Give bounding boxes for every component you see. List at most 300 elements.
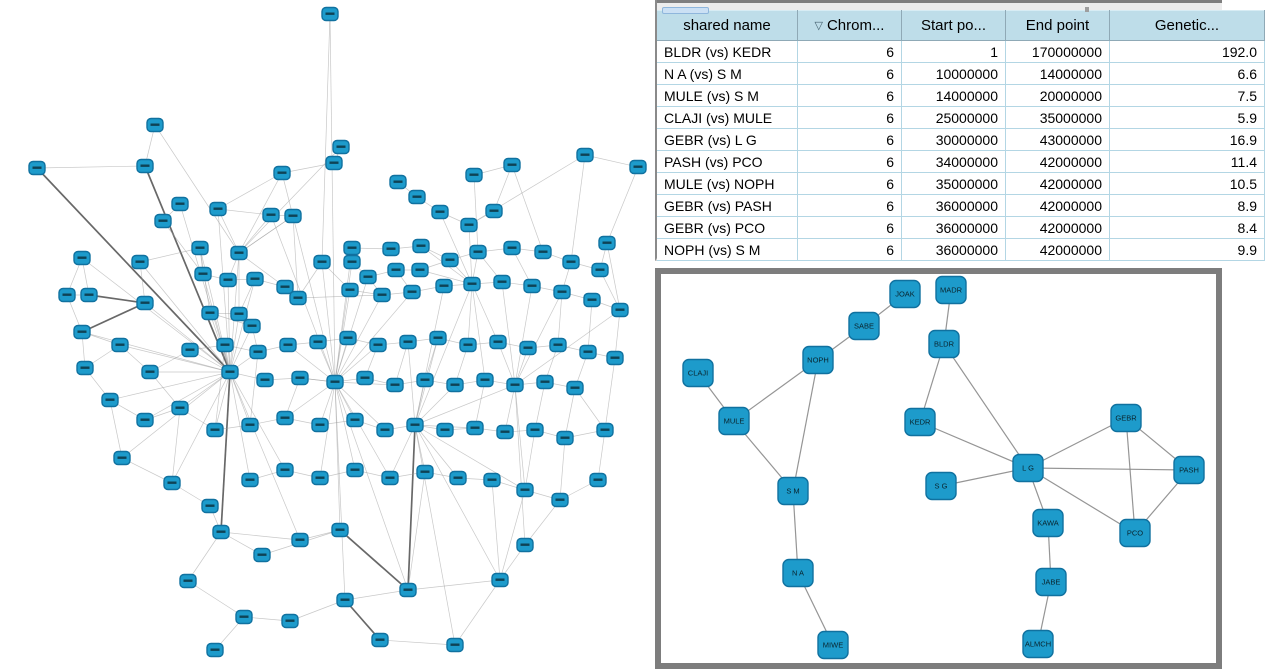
node-label-smudge (351, 469, 360, 471)
network-node[interactable] (147, 119, 163, 132)
network-node[interactable] (387, 379, 403, 392)
node-label-smudge (581, 154, 590, 156)
network-node[interactable] (580, 346, 596, 359)
network-node[interactable] (552, 494, 568, 507)
network-node[interactable] (310, 336, 326, 349)
network-edge[interactable] (408, 580, 500, 590)
network-node[interactable] (155, 215, 171, 228)
network-node[interactable] (460, 339, 476, 352)
network-node-mule[interactable] (719, 408, 749, 435)
network-node[interactable] (327, 376, 343, 389)
node-label-smudge (314, 341, 323, 343)
network-edge[interactable] (793, 360, 818, 491)
node-label-smudge (468, 283, 477, 285)
network-node[interactable] (447, 639, 463, 652)
network-node[interactable] (192, 242, 208, 255)
network-node[interactable] (520, 342, 536, 355)
node-label-smudge (387, 248, 396, 250)
node-label: KEDR (909, 417, 931, 427)
network-node-s-m[interactable] (778, 478, 808, 505)
network-node[interactable] (504, 242, 520, 255)
attribute-table-body (657, 41, 1265, 261)
network-edge[interactable] (492, 480, 500, 580)
network-edge[interactable] (500, 490, 525, 580)
network-node[interactable] (417, 466, 433, 479)
network-node[interactable] (164, 477, 180, 490)
node-label-smudge (392, 269, 401, 271)
network-node[interactable] (137, 414, 153, 427)
network-node[interactable] (337, 594, 353, 607)
network-edge[interactable] (607, 167, 638, 243)
node-label-smudge (571, 387, 580, 389)
cell-shared-name: BLDR (vs) KEDR (657, 41, 798, 63)
network-edge[interactable] (474, 175, 478, 252)
network-edge[interactable] (515, 286, 532, 385)
network-node[interactable] (213, 526, 229, 539)
network-edge[interactable] (188, 532, 221, 581)
cell-value: 9.9 (1110, 239, 1265, 261)
table-horizontal-scrollbar[interactable] (657, 0, 1222, 10)
network-node[interactable] (77, 362, 93, 375)
network-node-kedr[interactable] (905, 409, 935, 436)
network-node[interactable] (180, 575, 196, 588)
network-node[interactable] (344, 242, 360, 255)
network-edge[interactable] (415, 425, 455, 645)
node-label-smudge (224, 279, 233, 281)
scrollbar-track-mark (1085, 7, 1089, 12)
network-node[interactable] (388, 264, 404, 277)
network-node[interactable] (222, 366, 238, 379)
network-node[interactable] (74, 326, 90, 339)
network-node-gebr[interactable] (1111, 405, 1141, 432)
node-label-smudge (184, 580, 193, 582)
table-panel (655, 0, 1257, 261)
network-node[interactable] (102, 394, 118, 407)
node-label-smudge (601, 429, 610, 431)
network-node[interactable] (490, 336, 506, 349)
network-node[interactable] (314, 256, 330, 269)
node-label-smudge (284, 344, 293, 346)
network-node[interactable] (202, 307, 218, 320)
network-node[interactable] (374, 289, 390, 302)
network-node[interactable] (282, 615, 298, 628)
network-edge[interactable] (415, 385, 515, 425)
network-node[interactable] (347, 414, 363, 427)
node-label: L G (1022, 463, 1034, 473)
network-node[interactable] (137, 160, 153, 173)
column-header-start-po-[interactable]: Start po... (902, 11, 1006, 41)
node-label-smudge (376, 639, 385, 641)
network-edge[interactable] (335, 262, 352, 382)
network-node-pash[interactable] (1174, 457, 1204, 484)
table-row[interactable] (657, 129, 1265, 151)
cell-shared-name: GEBR (vs) L G (657, 129, 798, 151)
network-node[interactable] (360, 271, 376, 284)
network-edge[interactable] (37, 166, 145, 168)
node-label-smudge (556, 499, 565, 501)
network-edge[interactable] (1126, 418, 1135, 533)
network-edge[interactable] (588, 300, 592, 352)
node-label: BLDR (933, 339, 955, 349)
network-node[interactable] (450, 472, 466, 485)
network-edge[interactable] (380, 640, 455, 645)
node-label-smudge (364, 276, 373, 278)
cell-value: 6.6 (1110, 63, 1265, 85)
node-label-smudge (261, 379, 270, 381)
network-node[interactable] (517, 484, 533, 497)
network-edge[interactable] (335, 382, 340, 530)
network-node-n-a[interactable] (783, 560, 813, 587)
network-node[interactable] (242, 474, 258, 487)
network-node[interactable] (447, 379, 463, 392)
network-node[interactable] (114, 452, 130, 465)
node-label: MULE (723, 416, 745, 426)
node-label-smudge (404, 589, 413, 591)
network-node[interactable] (250, 346, 266, 359)
node-label-smudge (206, 312, 215, 314)
network-node[interactable] (507, 379, 523, 392)
network-node[interactable] (497, 426, 513, 439)
subnetwork-canvas[interactable] (661, 274, 1216, 663)
network-node[interactable] (461, 219, 477, 232)
network-node[interactable] (132, 256, 148, 269)
network-node[interactable] (584, 294, 600, 307)
network-edge[interactable] (571, 155, 585, 262)
network-node[interactable] (277, 464, 293, 477)
node-label-smudge (436, 211, 445, 213)
network-node[interactable] (81, 289, 97, 302)
network-edge[interactable] (230, 372, 300, 540)
network-node[interactable] (137, 297, 153, 310)
network-edge[interactable] (565, 388, 575, 438)
table-row[interactable] (657, 151, 1265, 173)
network-node[interactable] (207, 424, 223, 437)
network-edge[interactable] (512, 165, 543, 252)
network-node[interactable] (244, 320, 260, 333)
network-node[interactable] (409, 191, 425, 204)
node-label-smudge (454, 477, 463, 479)
network-node[interactable] (597, 424, 613, 437)
network-node[interactable] (340, 332, 356, 345)
node-label-smudge (413, 196, 422, 198)
network-node[interactable] (494, 276, 510, 289)
network-node-almch[interactable] (1023, 631, 1053, 658)
node-label: N A (791, 568, 805, 578)
network-node[interactable] (400, 584, 416, 597)
network-edge[interactable] (322, 14, 330, 262)
network-node[interactable] (207, 644, 223, 657)
node-label-smudge (554, 344, 563, 346)
network-node[interactable] (372, 634, 388, 647)
network-node-claji[interactable] (683, 360, 713, 387)
network-node[interactable] (342, 284, 358, 297)
cell-value: 16.9 (1110, 129, 1265, 151)
network-node[interactable] (554, 286, 570, 299)
network-node-noph[interactable] (803, 347, 833, 374)
network-edge[interactable] (515, 385, 525, 490)
network-node[interactable] (172, 198, 188, 211)
column-header-shared-name[interactable]: shared name (657, 11, 798, 41)
node-label-smudge (386, 477, 395, 479)
network-node-jabe[interactable] (1036, 569, 1066, 596)
network-node[interactable] (217, 339, 233, 352)
network-node[interactable] (535, 246, 551, 259)
table-row[interactable] (657, 107, 1265, 129)
network-edge[interactable] (598, 430, 605, 480)
network-edge[interactable] (558, 292, 562, 345)
network-node-pco[interactable] (1120, 520, 1150, 547)
network-node-sabe[interactable] (849, 313, 879, 340)
network-node[interactable] (312, 472, 328, 485)
network-node[interactable] (322, 8, 338, 21)
network-node[interactable] (486, 205, 502, 218)
node-label-smudge (421, 379, 430, 381)
network-edge[interactable] (390, 425, 415, 478)
node-label-smudge (316, 424, 325, 426)
network-node[interactable] (517, 539, 533, 552)
cell-value: 192.0 (1110, 41, 1265, 63)
node-label-smudge (337, 146, 346, 148)
table-row[interactable] (657, 41, 1265, 63)
network-node[interactable] (274, 167, 290, 180)
network-edge[interactable] (335, 382, 345, 600)
node-label-smudge (214, 208, 223, 210)
network-edge[interactable] (1028, 468, 1189, 470)
node-label-smudge (318, 261, 327, 263)
network-node[interactable] (470, 246, 486, 259)
table-row[interactable] (657, 63, 1265, 85)
network-node[interactable] (312, 419, 328, 432)
network-node[interactable] (592, 264, 608, 277)
node-label-smudge (474, 251, 483, 253)
cell-value: 6 (798, 129, 902, 151)
table-row[interactable] (657, 239, 1265, 261)
network-node[interactable] (557, 432, 573, 445)
network-node[interactable] (437, 424, 453, 437)
network-node[interactable] (202, 500, 218, 513)
network-node[interactable] (550, 339, 566, 352)
table-row[interactable] (657, 173, 1265, 195)
network-node[interactable] (407, 419, 423, 432)
node-label-smudge (286, 620, 295, 622)
column-header-chrom-[interactable]: ▽ Chrom... (798, 11, 902, 41)
cell-value: 6 (798, 239, 902, 261)
node-label-smudge (451, 644, 460, 646)
network-edge[interactable] (155, 125, 239, 253)
network-edge[interactable] (944, 344, 1028, 468)
network-node[interactable] (332, 524, 348, 537)
network-node[interactable] (477, 374, 493, 387)
network-node[interactable] (242, 419, 258, 432)
network-node[interactable] (344, 256, 360, 269)
network-node[interactable] (607, 352, 623, 365)
network-node[interactable] (504, 159, 520, 172)
network-node[interactable] (400, 336, 416, 349)
network-edge[interactable] (502, 282, 515, 385)
network-edge[interactable] (298, 295, 382, 298)
node-label-smudge (211, 429, 220, 431)
network-node-l-g[interactable] (1013, 455, 1043, 482)
network-node[interactable] (277, 412, 293, 425)
network-node[interactable] (182, 344, 198, 357)
cell-value: 43000000 (1006, 129, 1110, 151)
network-node[interactable] (599, 237, 615, 250)
network-node[interactable] (347, 464, 363, 477)
cell-shared-name: N A (vs) S M (657, 63, 798, 85)
network-node[interactable] (464, 278, 480, 291)
node-label: SABE (853, 321, 875, 331)
network-node-miwe[interactable] (818, 632, 848, 659)
network-node-bldr[interactable] (929, 331, 959, 358)
network-node[interactable] (524, 280, 540, 293)
network-node[interactable] (377, 424, 393, 437)
network-node[interactable] (467, 422, 483, 435)
network-node[interactable] (280, 339, 296, 352)
column-header-end-point[interactable]: End point (1006, 11, 1110, 41)
network-node[interactable] (567, 382, 583, 395)
network-node[interactable] (537, 376, 553, 389)
network-node[interactable] (292, 372, 308, 385)
network-node[interactable] (357, 372, 373, 385)
network-edge[interactable] (110, 400, 122, 458)
network-node[interactable] (263, 209, 279, 222)
node-label-smudge (296, 539, 305, 541)
network-node[interactable] (590, 474, 606, 487)
node-label-smudge (501, 431, 510, 433)
node-label-smudge (254, 351, 263, 353)
node-label-smudge (521, 544, 530, 546)
network-edge[interactable] (560, 438, 565, 500)
node-label-smudge (561, 437, 570, 439)
network-edge[interactable] (455, 580, 500, 645)
network-node[interactable] (74, 252, 90, 265)
network-edge[interactable] (525, 430, 535, 490)
network-node[interactable] (220, 274, 236, 287)
network-node[interactable] (612, 304, 628, 317)
node-label-smudge (246, 479, 255, 481)
network-node[interactable] (383, 243, 399, 256)
network-edge[interactable] (415, 425, 500, 580)
network-node[interactable] (577, 149, 593, 162)
network-node-s-g[interactable] (926, 473, 956, 500)
cell-value: 25000000 (902, 107, 1006, 129)
node-label-smudge (511, 384, 520, 386)
network-node[interactable] (172, 402, 188, 415)
network-edge[interactable] (172, 408, 180, 483)
network-node[interactable] (257, 374, 273, 387)
network-edge[interactable] (345, 590, 408, 600)
network-node[interactable] (277, 281, 293, 294)
network-node[interactable] (442, 254, 458, 267)
network-node-joak[interactable] (890, 281, 920, 308)
network-node[interactable] (430, 332, 446, 345)
node-label-smudge (465, 224, 474, 226)
network-node[interactable] (236, 611, 252, 624)
network-node[interactable] (142, 366, 158, 379)
network-node[interactable] (231, 247, 247, 260)
network-edge[interactable] (221, 372, 230, 532)
network-edge[interactable] (415, 284, 472, 425)
network-node[interactable] (247, 273, 263, 286)
network-node[interactable] (29, 162, 45, 175)
table-row[interactable] (657, 217, 1265, 239)
table-row[interactable] (657, 85, 1265, 107)
network-edge[interactable] (330, 14, 335, 382)
network-node[interactable] (563, 256, 579, 269)
filter-icon[interactable]: ▽ (814, 20, 823, 32)
network-edge[interactable] (605, 358, 615, 430)
network-node[interactable] (326, 157, 342, 170)
network-node[interactable] (59, 289, 75, 302)
node-label-smudge (235, 252, 244, 254)
cell-value: 34000000 (902, 151, 1006, 173)
network-node[interactable] (413, 240, 429, 253)
node-label-smudge (168, 482, 177, 484)
node-label-smudge (235, 313, 244, 315)
network-node[interactable] (484, 474, 500, 487)
network-node[interactable] (285, 210, 301, 223)
node-label-smudge (186, 349, 195, 351)
network-node[interactable] (382, 472, 398, 485)
table-row[interactable] (657, 195, 1265, 217)
column-header-genetic-[interactable]: Genetic... (1110, 11, 1265, 41)
node-label-smudge (524, 347, 533, 349)
network-node[interactable] (630, 161, 646, 174)
scrollbar-thumb[interactable] (662, 7, 709, 14)
network-node[interactable] (210, 203, 226, 216)
network-edge[interactable] (293, 216, 298, 298)
network-node[interactable] (432, 206, 448, 219)
network-edge[interactable] (140, 248, 200, 262)
node-label-smudge (496, 579, 505, 581)
network-node[interactable] (527, 424, 543, 437)
cell-shared-name: GEBR (vs) PASH (657, 195, 798, 217)
node-label-smudge (596, 269, 605, 271)
cell-value: 14000000 (902, 85, 1006, 107)
node-label: MIWE (822, 640, 844, 650)
network-node-kawa[interactable] (1033, 510, 1063, 537)
network-edge[interactable] (322, 262, 335, 382)
network-edge[interactable] (188, 581, 244, 617)
network-node[interactable] (412, 264, 428, 277)
network-edge[interactable] (82, 303, 145, 332)
network-node[interactable] (492, 574, 508, 587)
network-node[interactable] (417, 374, 433, 387)
network-node[interactable] (292, 534, 308, 547)
network-node[interactable] (390, 176, 406, 189)
node-label-smudge (508, 247, 517, 249)
cell-value: 6 (798, 217, 902, 239)
node-label: NOPH (807, 355, 829, 365)
network-node[interactable] (404, 286, 420, 299)
node-label: JABE (1041, 577, 1061, 587)
network-edge[interactable] (607, 243, 620, 310)
network-node[interactable] (333, 141, 349, 154)
network-node[interactable] (231, 308, 247, 321)
node-label-smudge (176, 203, 185, 205)
network-node[interactable] (466, 169, 482, 182)
network-node[interactable] (195, 268, 211, 281)
network-node[interactable] (112, 339, 128, 352)
node-label-smudge (251, 278, 260, 280)
network-node[interactable] (370, 339, 386, 352)
network-node[interactable] (254, 549, 270, 562)
cell-value: 42000000 (1006, 151, 1110, 173)
network-node[interactable] (436, 280, 452, 293)
network-node-madr[interactable] (936, 277, 966, 304)
network-edge[interactable] (408, 342, 415, 425)
network-node[interactable] (290, 292, 306, 305)
